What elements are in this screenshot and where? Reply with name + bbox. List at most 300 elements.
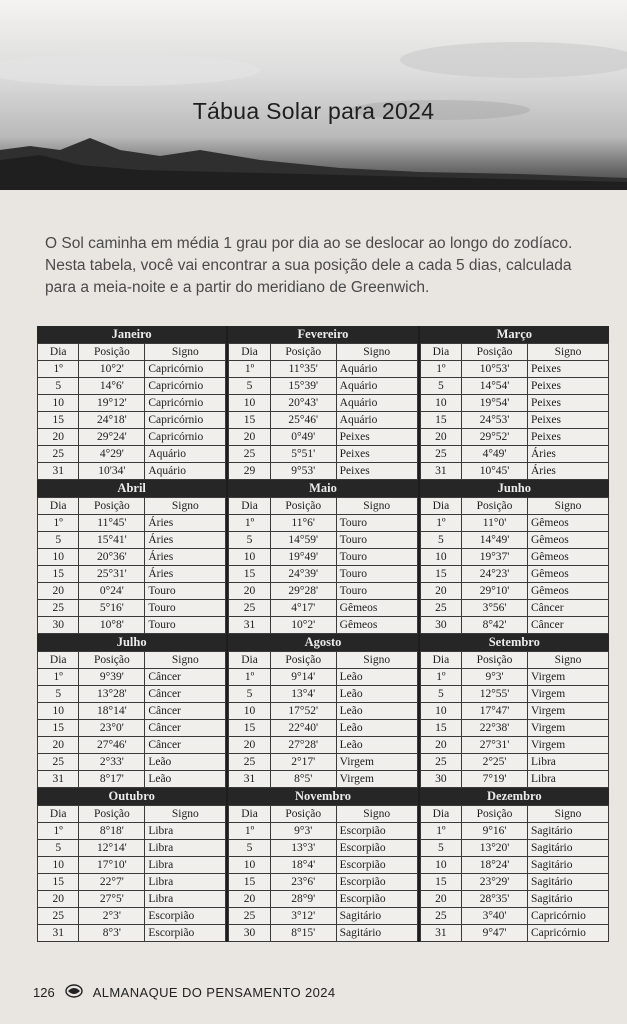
day-cell: 5	[229, 532, 270, 549]
table-row	[420, 771, 608, 788]
day-cell: 20	[420, 737, 461, 754]
table-row	[38, 771, 226, 788]
column-header-posicao: Posição	[79, 652, 145, 669]
day-cell: 20	[229, 429, 270, 446]
month-name: Abril	[37, 480, 226, 497]
column-header-signo: Signo	[336, 344, 417, 361]
day-cell: 5	[420, 686, 461, 703]
position-cell: 13°4'	[270, 686, 336, 703]
sign-cell: Aquário	[336, 412, 417, 429]
sign-cell: Leão	[336, 703, 417, 720]
day-cell: 15	[420, 412, 461, 429]
sign-cell: Sagitário	[336, 908, 417, 925]
column-header-dia: Dia	[229, 344, 270, 361]
column-header-posicao: Posição	[462, 344, 528, 361]
table-row	[420, 686, 608, 703]
table-row	[38, 891, 226, 908]
day-cell: 25	[420, 754, 461, 771]
quarter-section	[37, 326, 609, 480]
position-cell: 9°3'	[462, 669, 528, 686]
table-row	[420, 446, 608, 463]
day-cell: 20	[229, 583, 270, 600]
month-table	[37, 343, 226, 480]
day-cell: 1º	[420, 515, 461, 532]
sign-cell: Peixes	[527, 361, 608, 378]
sign-cell: Touro	[145, 583, 226, 600]
table-row	[420, 566, 608, 583]
position-cell: 2°33'	[79, 754, 145, 771]
position-cell: 10°45'	[462, 463, 528, 480]
table-row	[420, 549, 608, 566]
table-row	[38, 583, 226, 600]
table-row	[38, 361, 226, 378]
sign-cell: Touro	[336, 532, 417, 549]
column-header-signo: Signo	[336, 806, 417, 823]
position-cell: 20°43'	[270, 395, 336, 412]
table-row	[38, 395, 226, 412]
day-cell: 1º	[229, 669, 270, 686]
month-block	[228, 480, 419, 634]
day-cell: 30	[420, 617, 461, 634]
column-header-posicao: Posição	[79, 344, 145, 361]
day-cell: 10	[38, 857, 79, 874]
sign-cell: Touro	[336, 549, 417, 566]
sign-cell: Touro	[336, 583, 417, 600]
table-header-row	[38, 344, 226, 361]
table-row	[38, 600, 226, 617]
table-row	[229, 823, 417, 840]
day-cell: 20	[38, 891, 79, 908]
column-header-posicao: Posição	[462, 652, 528, 669]
table-header-row	[38, 652, 226, 669]
month-block	[420, 326, 609, 480]
table-row	[420, 874, 608, 891]
almanaque-logo-icon	[65, 984, 83, 1001]
day-cell: 5	[420, 840, 461, 857]
day-cell: 25	[229, 446, 270, 463]
table-row	[229, 429, 417, 446]
sign-cell: Aquário	[145, 463, 226, 480]
table-row	[420, 361, 608, 378]
table-row	[38, 754, 226, 771]
position-cell: 22°40'	[270, 720, 336, 737]
page-number: 126	[33, 984, 55, 1000]
column-header-posicao: Posição	[79, 806, 145, 823]
day-cell: 31	[420, 463, 461, 480]
sign-cell: Peixes	[527, 378, 608, 395]
position-cell: 17°52'	[270, 703, 336, 720]
day-cell: 31	[38, 925, 79, 942]
day-cell: 25	[38, 908, 79, 925]
table-row	[420, 925, 608, 942]
position-cell: 14°59'	[270, 532, 336, 549]
day-cell: 30	[229, 925, 270, 942]
table-row	[229, 754, 417, 771]
month-block	[420, 788, 609, 942]
day-cell: 31	[420, 925, 461, 942]
position-cell: 14°54'	[462, 378, 528, 395]
intro-paragraph	[45, 233, 600, 299]
sign-cell: Capricórnio	[145, 412, 226, 429]
sign-cell: Escorpião	[336, 857, 417, 874]
sign-cell: Virgem	[527, 703, 608, 720]
month-table	[228, 343, 417, 480]
sign-cell: Sagitário	[527, 840, 608, 857]
position-cell: 12°14'	[79, 840, 145, 857]
day-cell: 10	[229, 857, 270, 874]
position-cell: 18°14'	[79, 703, 145, 720]
day-cell: 20	[229, 891, 270, 908]
day-cell: 1º	[38, 669, 79, 686]
month-table	[37, 497, 226, 634]
day-cell: 1º	[229, 823, 270, 840]
column-header-signo: Signo	[527, 652, 608, 669]
day-cell: 20	[38, 583, 79, 600]
sign-cell: Gêmeos	[527, 532, 608, 549]
sign-cell: Leão	[145, 754, 226, 771]
table-row	[420, 463, 608, 480]
quarter-section	[37, 634, 609, 788]
table-row	[38, 908, 226, 925]
table-row	[229, 566, 417, 583]
table-row	[229, 463, 417, 480]
day-cell: 10	[420, 857, 461, 874]
intro-line: para a meia-noite e a partir do meridiano de Greenwich.	[45, 279, 430, 296]
position-cell: 14°6'	[79, 378, 145, 395]
sign-cell: Libra	[527, 771, 608, 788]
sign-cell: Libra	[145, 840, 226, 857]
position-cell: 20°36'	[79, 549, 145, 566]
table-row	[229, 600, 417, 617]
table-row	[229, 412, 417, 429]
table-row	[229, 446, 417, 463]
table-row	[420, 412, 608, 429]
column-header-posicao: Posição	[270, 498, 336, 515]
position-cell: 28°9'	[270, 891, 336, 908]
table-header-row	[229, 498, 417, 515]
position-cell: 11°0'	[462, 515, 528, 532]
sign-cell: Virgem	[527, 669, 608, 686]
day-cell: 31	[229, 771, 270, 788]
sign-cell: Escorpião	[145, 908, 226, 925]
table-row	[38, 378, 226, 395]
intro-line: Nesta tabela, você vai encontrar a sua posição dele a cada 5 dias, calculada	[45, 257, 572, 274]
column-header-dia: Dia	[38, 498, 79, 515]
table-header-row	[420, 652, 608, 669]
day-cell: 31	[38, 463, 79, 480]
position-cell: 15°41'	[79, 532, 145, 549]
sign-cell: Libra	[527, 754, 608, 771]
position-cell: 3°40'	[462, 908, 528, 925]
sign-cell: Sagitário	[336, 925, 417, 942]
position-cell: 9°16'	[462, 823, 528, 840]
position-cell: 29°52'	[462, 429, 528, 446]
month-name: Janeiro	[37, 326, 226, 343]
position-cell: 15°39'	[270, 378, 336, 395]
column-header-dia: Dia	[420, 652, 461, 669]
month-name: Outubro	[37, 788, 226, 805]
sign-cell: Peixes	[336, 463, 417, 480]
sign-cell: Virgem	[336, 754, 417, 771]
position-cell: 18°24'	[462, 857, 528, 874]
day-cell: 20	[420, 429, 461, 446]
sign-cell: Gêmeos	[527, 566, 608, 583]
position-cell: 5°16'	[79, 600, 145, 617]
table-row	[420, 429, 608, 446]
day-cell: 1º	[38, 515, 79, 532]
table-row	[420, 891, 608, 908]
table-row	[229, 737, 417, 754]
day-cell: 15	[38, 566, 79, 583]
position-cell: 23°6'	[270, 874, 336, 891]
column-header-posicao: Posição	[79, 498, 145, 515]
month-table	[37, 651, 226, 788]
position-cell: 24°39'	[270, 566, 336, 583]
sign-cell: Escorpião	[336, 891, 417, 908]
sign-cell: Libra	[145, 891, 226, 908]
column-header-signo: Signo	[145, 652, 226, 669]
day-cell: 25	[229, 908, 270, 925]
month-name: Julho	[37, 634, 226, 651]
day-cell: 15	[38, 874, 79, 891]
sign-cell: Sagitário	[527, 857, 608, 874]
position-cell: 4°49'	[462, 446, 528, 463]
column-header-signo: Signo	[145, 344, 226, 361]
sign-cell: Câncer	[527, 617, 608, 634]
column-header-signo: Signo	[336, 652, 417, 669]
day-cell: 5	[38, 840, 79, 857]
month-table	[37, 805, 226, 942]
position-cell: 3°12'	[270, 908, 336, 925]
position-cell: 8°3'	[79, 925, 145, 942]
sign-cell: Áries	[145, 515, 226, 532]
landscape-illustration	[0, 0, 627, 190]
position-cell: 10'34'	[79, 463, 145, 480]
sign-cell: Virgem	[527, 686, 608, 703]
table-row	[229, 891, 417, 908]
position-cell: 8°15'	[270, 925, 336, 942]
position-cell: 19°37'	[462, 549, 528, 566]
position-cell: 28°35'	[462, 891, 528, 908]
position-cell: 13°3'	[270, 840, 336, 857]
table-row	[229, 361, 417, 378]
position-cell: 2°17'	[270, 754, 336, 771]
column-header-dia: Dia	[229, 652, 270, 669]
month-table	[420, 651, 609, 788]
table-row	[38, 549, 226, 566]
column-header-dia: Dia	[420, 498, 461, 515]
position-cell: 22°7'	[79, 874, 145, 891]
month-name: Dezembro	[420, 788, 609, 805]
table-row	[420, 823, 608, 840]
sign-cell: Câncer	[145, 669, 226, 686]
position-cell: 13°20'	[462, 840, 528, 857]
table-row	[38, 463, 226, 480]
position-cell: 11°6'	[270, 515, 336, 532]
table-row	[229, 617, 417, 634]
table-row	[420, 720, 608, 737]
table-header-row	[229, 344, 417, 361]
table-row	[229, 925, 417, 942]
position-cell: 7°19'	[462, 771, 528, 788]
sign-cell: Aquário	[336, 361, 417, 378]
table-row	[420, 754, 608, 771]
table-row	[38, 857, 226, 874]
day-cell: 15	[229, 720, 270, 737]
position-cell: 29°10'	[462, 583, 528, 600]
position-cell: 0°24'	[79, 583, 145, 600]
column-header-dia: Dia	[38, 806, 79, 823]
table-header-row	[38, 498, 226, 515]
column-header-signo: Signo	[145, 498, 226, 515]
table-row	[420, 583, 608, 600]
day-cell: 25	[229, 754, 270, 771]
table-row	[229, 532, 417, 549]
position-cell: 27°46'	[79, 737, 145, 754]
intro-line: O Sol caminha em média 1 grau por dia ao se deslocar ao longo do zodíaco.	[45, 235, 573, 252]
position-cell: 10°53'	[462, 361, 528, 378]
day-cell: 30	[420, 771, 461, 788]
sign-cell: Câncer	[145, 703, 226, 720]
sign-cell: Áries	[527, 463, 608, 480]
day-cell: 10	[38, 395, 79, 412]
sign-cell: Leão	[336, 737, 417, 754]
table-row	[38, 446, 226, 463]
day-cell: 1º	[420, 361, 461, 378]
month-block	[37, 634, 228, 788]
day-cell: 10	[38, 549, 79, 566]
position-cell: 10°2'	[79, 361, 145, 378]
table-row	[38, 617, 226, 634]
position-cell: 0°49'	[270, 429, 336, 446]
day-cell: 10	[420, 395, 461, 412]
sign-cell: Virgem	[527, 720, 608, 737]
position-cell: 17°47'	[462, 703, 528, 720]
day-cell: 20	[38, 737, 79, 754]
column-header-signo: Signo	[527, 498, 608, 515]
column-header-dia: Dia	[229, 806, 270, 823]
sign-cell: Touro	[336, 515, 417, 532]
table-row	[229, 583, 417, 600]
day-cell: 10	[38, 703, 79, 720]
table-row	[229, 703, 417, 720]
table-row	[420, 840, 608, 857]
sign-cell: Gêmeos	[336, 617, 417, 634]
table-row	[38, 686, 226, 703]
sign-cell: Virgem	[527, 737, 608, 754]
position-cell: 24°18'	[79, 412, 145, 429]
position-cell: 8°5'	[270, 771, 336, 788]
sign-cell: Capricórnio	[527, 925, 608, 942]
sign-cell: Câncer	[145, 686, 226, 703]
day-cell: 29	[229, 463, 270, 480]
table-row	[229, 857, 417, 874]
column-header-posicao: Posição	[270, 806, 336, 823]
day-cell: 5	[38, 532, 79, 549]
month-table	[420, 343, 609, 480]
table-row	[420, 395, 608, 412]
position-cell: 8°18'	[79, 823, 145, 840]
table-row	[420, 669, 608, 686]
column-header-posicao: Posição	[270, 344, 336, 361]
table-row	[229, 874, 417, 891]
position-cell: 2°3'	[79, 908, 145, 925]
sign-cell: Capricórnio	[145, 378, 226, 395]
day-cell: 1º	[420, 823, 461, 840]
day-cell: 5	[420, 532, 461, 549]
day-cell: 20	[229, 737, 270, 754]
sign-cell: Leão	[336, 669, 417, 686]
position-cell: 10°2'	[270, 617, 336, 634]
month-block	[228, 634, 419, 788]
sign-cell: Touro	[145, 600, 226, 617]
sign-cell: Sagitário	[527, 874, 608, 891]
month-block	[37, 326, 228, 480]
table-row	[38, 669, 226, 686]
position-cell: 27°31'	[462, 737, 528, 754]
sign-cell: Sagitário	[527, 823, 608, 840]
sign-cell: Áries	[145, 549, 226, 566]
table-row	[38, 532, 226, 549]
position-cell: 9°14'	[270, 669, 336, 686]
position-cell: 19°54'	[462, 395, 528, 412]
day-cell: 15	[229, 412, 270, 429]
sign-cell: Áries	[145, 566, 226, 583]
month-name: Setembro	[420, 634, 609, 651]
position-cell: 19°12'	[79, 395, 145, 412]
day-cell: 25	[38, 754, 79, 771]
sign-cell: Gêmeos	[527, 549, 608, 566]
month-block	[420, 480, 609, 634]
position-cell: 25°46'	[270, 412, 336, 429]
column-header-dia: Dia	[38, 344, 79, 361]
day-cell: 5	[38, 686, 79, 703]
table-row	[229, 378, 417, 395]
month-name: Fevereiro	[228, 326, 417, 343]
column-header-dia: Dia	[229, 498, 270, 515]
table-row	[38, 412, 226, 429]
position-cell: 9°47'	[462, 925, 528, 942]
table-header-row	[229, 652, 417, 669]
position-cell: 4°29'	[79, 446, 145, 463]
position-cell: 22°38'	[462, 720, 528, 737]
table-row	[38, 566, 226, 583]
table-row	[229, 395, 417, 412]
table-row	[420, 378, 608, 395]
table-row	[229, 669, 417, 686]
day-cell: 5	[38, 378, 79, 395]
month-table	[228, 805, 417, 942]
solar-table	[37, 326, 609, 942]
table-row	[38, 925, 226, 942]
table-row	[420, 857, 608, 874]
sign-cell: Libra	[145, 857, 226, 874]
month-name: Maio	[228, 480, 417, 497]
month-table	[420, 805, 609, 942]
sign-cell: Gêmeos	[527, 515, 608, 532]
day-cell: 1º	[38, 361, 79, 378]
month-table	[228, 651, 417, 788]
table-header-row	[420, 806, 608, 823]
day-cell: 25	[420, 908, 461, 925]
position-cell: 10°8'	[79, 617, 145, 634]
sign-cell: Escorpião	[145, 925, 226, 942]
day-cell: 15	[420, 720, 461, 737]
table-row	[420, 515, 608, 532]
day-cell: 5	[229, 686, 270, 703]
table-header-row	[229, 806, 417, 823]
day-cell: 20	[38, 429, 79, 446]
